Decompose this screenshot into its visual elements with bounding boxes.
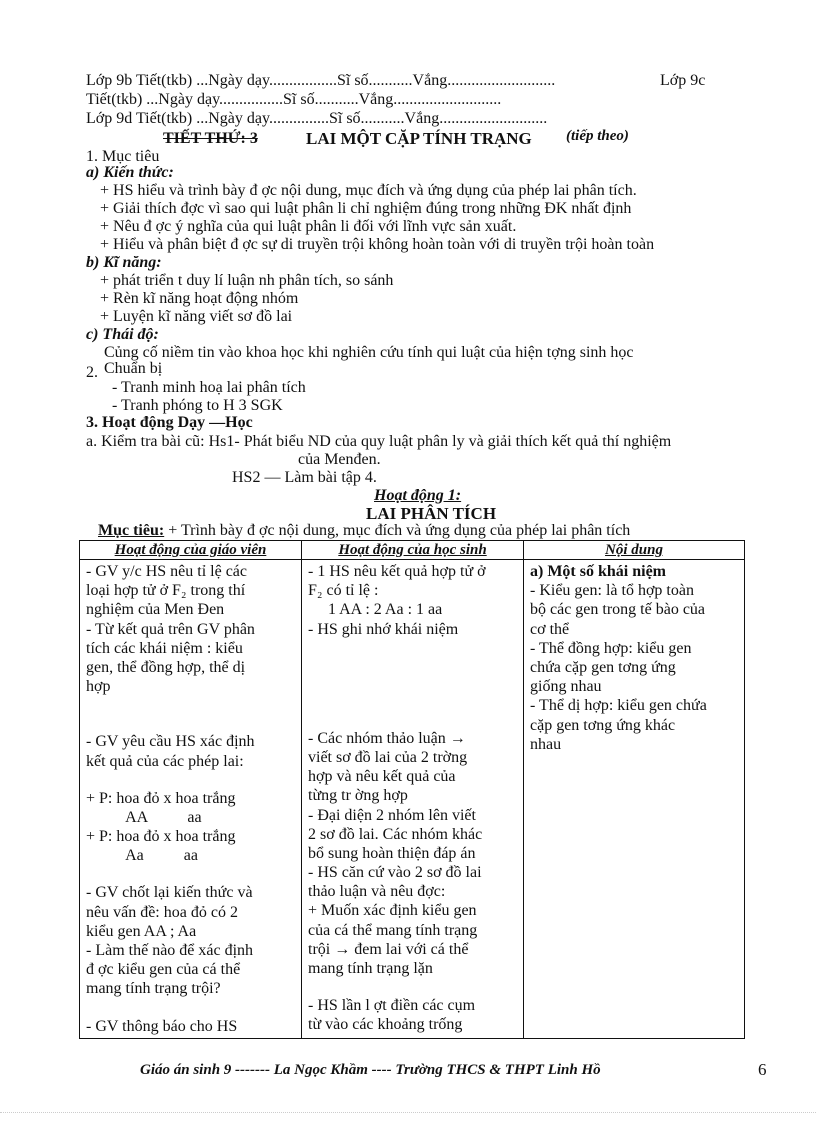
cell-line: - HS lần l ợt điền các cụm	[308, 997, 476, 1015]
cell-line: chứa cặp gen tơng ứng	[530, 658, 676, 676]
cell-line: - GV thông báo cho HS	[86, 1017, 238, 1035]
cell-line: từng tr ờng hợp	[308, 787, 408, 805]
prep-item: - Tranh phóng to H 3 SGK	[112, 397, 283, 414]
lesson-number: TIẾT THỨ: 3	[163, 130, 258, 147]
cell-line: nhau	[530, 735, 562, 753]
section-prep-number: 2.	[86, 364, 98, 381]
activity-title: LAI PHÂN TÍCH	[366, 504, 497, 523]
cell-line: viết sơ đồ lai của 2 trờng	[308, 748, 468, 766]
cell-line: gen, thể đồng hợp, thể dị	[86, 658, 246, 676]
cell-line: tích các khái niệm : kiểu	[86, 639, 243, 657]
knowledge-item: + Nêu đ ợc ý nghĩa của qui luật phân li đối với lĩnh vực sản xuất.	[100, 218, 517, 235]
header-line-9c: Tiết(tkb) ...Ngày dạy................Sĩ số...........Vắng...........................	[86, 91, 502, 108]
cell-line: mang tính trạng lặn	[308, 960, 433, 977]
check-line: a. Kiểm tra bài cũ: Hs1- Phát biểu ND của quy luật phân ly và giải thích kết quả thí nghiệm	[86, 433, 672, 450]
cell-line: hợp và nêu kết quả của	[308, 768, 456, 786]
goal-label: Mục tiêu:	[98, 522, 165, 539]
cell-line: - Từ kết quả trên GV phân	[86, 620, 255, 638]
cell-line: loại hợp tử ở F₂ trong thí	[86, 582, 246, 600]
table-header: Hoạt động của học sinh	[302, 541, 524, 560]
header-line-9b: Lớp 9b Tiết(tkb) ...Ngày dạy.................Sĩ số...........Vắng...........................	[86, 72, 556, 89]
attitude-heading: c) Thái độ:	[86, 326, 159, 343]
table-row	[80, 560, 745, 1039]
cell-line: + P: hoa đỏ x hoa trắng	[86, 789, 236, 807]
prep-item: - Tranh minh hoạ lai phân tích	[112, 379, 306, 396]
section-prep: Chuẩn bị	[104, 360, 163, 377]
page-footer: Giáo án sinh 9 ------- La Ngọc Khầm ---- Trường THCS & THPT Linh Hồ	[140, 1062, 601, 1078]
cell-line: - 1 HS nêu kết quả hợp tử ở	[308, 563, 486, 580]
cell-line: cặp gen tơng ứng khác	[530, 716, 676, 734]
table-header: Hoạt động của giáo viên	[80, 541, 302, 560]
cell-line: - Các nhóm thảo luận →	[308, 729, 466, 747]
knowledge-item: + Hiểu và phân biệt đ ợc sự di truyền trội không hoàn toàn với di truyền trội hoàn toàn	[100, 236, 655, 253]
cell-line: nghiệm của Men Đen	[86, 601, 225, 619]
cell-line: Aa aa	[86, 847, 198, 865]
cell-line: F₂ có tỉ lệ :	[308, 582, 379, 600]
cell-line: giống nhau	[530, 678, 602, 696]
cell-line: trội → đem lai với cá thể	[308, 940, 469, 958]
table-header-row	[80, 541, 745, 560]
student-activity-cell	[302, 560, 524, 1039]
cell-line: thảo luận và nêu đợc:	[308, 883, 446, 901]
activity-table	[79, 540, 745, 1039]
cell-line: kết quả của các phép lai:	[86, 752, 244, 770]
skills-item: + Luyện kĩ năng viết sơ đồ lai	[100, 308, 293, 325]
cell-line: - HS ghi nhớ khái niệm	[308, 620, 459, 638]
cell-line: mang tính trạng trội?	[86, 980, 221, 998]
cell-line: đ ợc kiểu gen của cá thể	[86, 961, 241, 979]
header-class-9c: Lớp 9c	[660, 72, 706, 89]
goal-text: + Trình bày đ ợc nội dung, mục đích và ứng dụng của phép lai phân tích	[168, 522, 631, 539]
section-objectives: 1. Mục tiêu	[86, 148, 160, 165]
cell-line: - HS căn cứ vào 2 sơ đồ lai	[308, 864, 482, 882]
cell-line: a) Một số khái niệm	[530, 563, 666, 580]
skills-item: + Rèn kĩ năng hoạt động nhóm	[100, 290, 299, 307]
goal-line	[98, 522, 630, 540]
cell-line: - Đại diện 2 nhóm lên viết	[308, 806, 476, 824]
cell-line: hợp	[86, 678, 111, 696]
cell-line: + P: hoa đỏ x hoa trắng	[86, 828, 236, 846]
cell-line: 1 AA : 2 Aa : 1 aa	[308, 601, 443, 619]
cell-line: + Muốn xác định kiểu gen	[308, 902, 477, 920]
content-cell	[524, 560, 745, 1039]
cell-line: kiểu gen AA ; Aa	[86, 922, 197, 940]
skills-heading: b) Kĩ năng:	[86, 254, 162, 271]
knowledge-item: + Giải thích đợc vì sao qui luật phân li chỉ nghiệm đúng trong những ĐK nhất định	[100, 200, 632, 217]
page-bottom-divider	[0, 1112, 816, 1113]
cell-line: cơ thể	[530, 620, 570, 638]
cell-line: - GV chốt lại kiến thức và	[86, 884, 253, 902]
cell-line: từ vào các khoảng trống	[308, 1016, 463, 1034]
activity-heading: Hoạt động 1:	[374, 487, 462, 504]
table-header: Nội dung	[524, 541, 745, 560]
section-activities: 3. Hoạt động Dạy —Học	[86, 414, 253, 431]
cell-line: - GV y/c HS nêu tỉ lệ các	[86, 563, 247, 580]
skills-item: + phát triển t duy lí luận nh phân tích, so sánh	[100, 272, 394, 289]
check-line: của Menđen.	[298, 451, 381, 468]
cell-line: - GV yêu cầu HS xác định	[86, 733, 255, 751]
cell-line: của cá thể mang tính trạng	[308, 921, 478, 939]
attitude-text: Củng cố niềm tin vào khoa học khi nghiên cứu tính qui luật của hiện tợng sinh học	[104, 344, 634, 361]
cell-line: bộ các gen trong tế bào của	[530, 601, 706, 619]
cell-line: nêu vấn đề: hoa đỏ có 2	[86, 903, 238, 921]
cell-line: 2 sơ đồ lai. Các nhóm khác	[308, 825, 483, 843]
teacher-activity-cell	[80, 560, 302, 1039]
page-number: 6	[758, 1060, 767, 1079]
cell-line: - Thể dị hợp: kiểu gen chứa	[530, 697, 707, 715]
lesson-title-suffix: (tiếp theo)	[566, 128, 629, 144]
knowledge-heading: a) Kiến thức:	[86, 164, 174, 181]
lesson-title: LAI MỘT CẶP TÍNH TRẠNG	[306, 129, 532, 148]
cell-line: AA aa	[86, 808, 202, 826]
cell-line: bổ sung hoàn thiện đáp án	[308, 844, 476, 862]
cell-line: - Thể đồng hợp: kiểu gen	[530, 639, 692, 657]
header-line-9d: Lớp 9d Tiết(tkb) ...Ngày dạy...............Sĩ số...........Vắng...........................	[86, 110, 548, 127]
cell-line: - Làm thế nào để xác định	[86, 942, 254, 959]
cell-line: - Kiểu gen: là tổ hợp toàn	[530, 582, 694, 600]
knowledge-item: + HS hiểu và trình bày đ ợc nội dung, mục đích và ứng dụng của phép lai phân tích.	[100, 182, 637, 199]
check-line: HS2 — Làm bài tập 4.	[232, 469, 377, 486]
